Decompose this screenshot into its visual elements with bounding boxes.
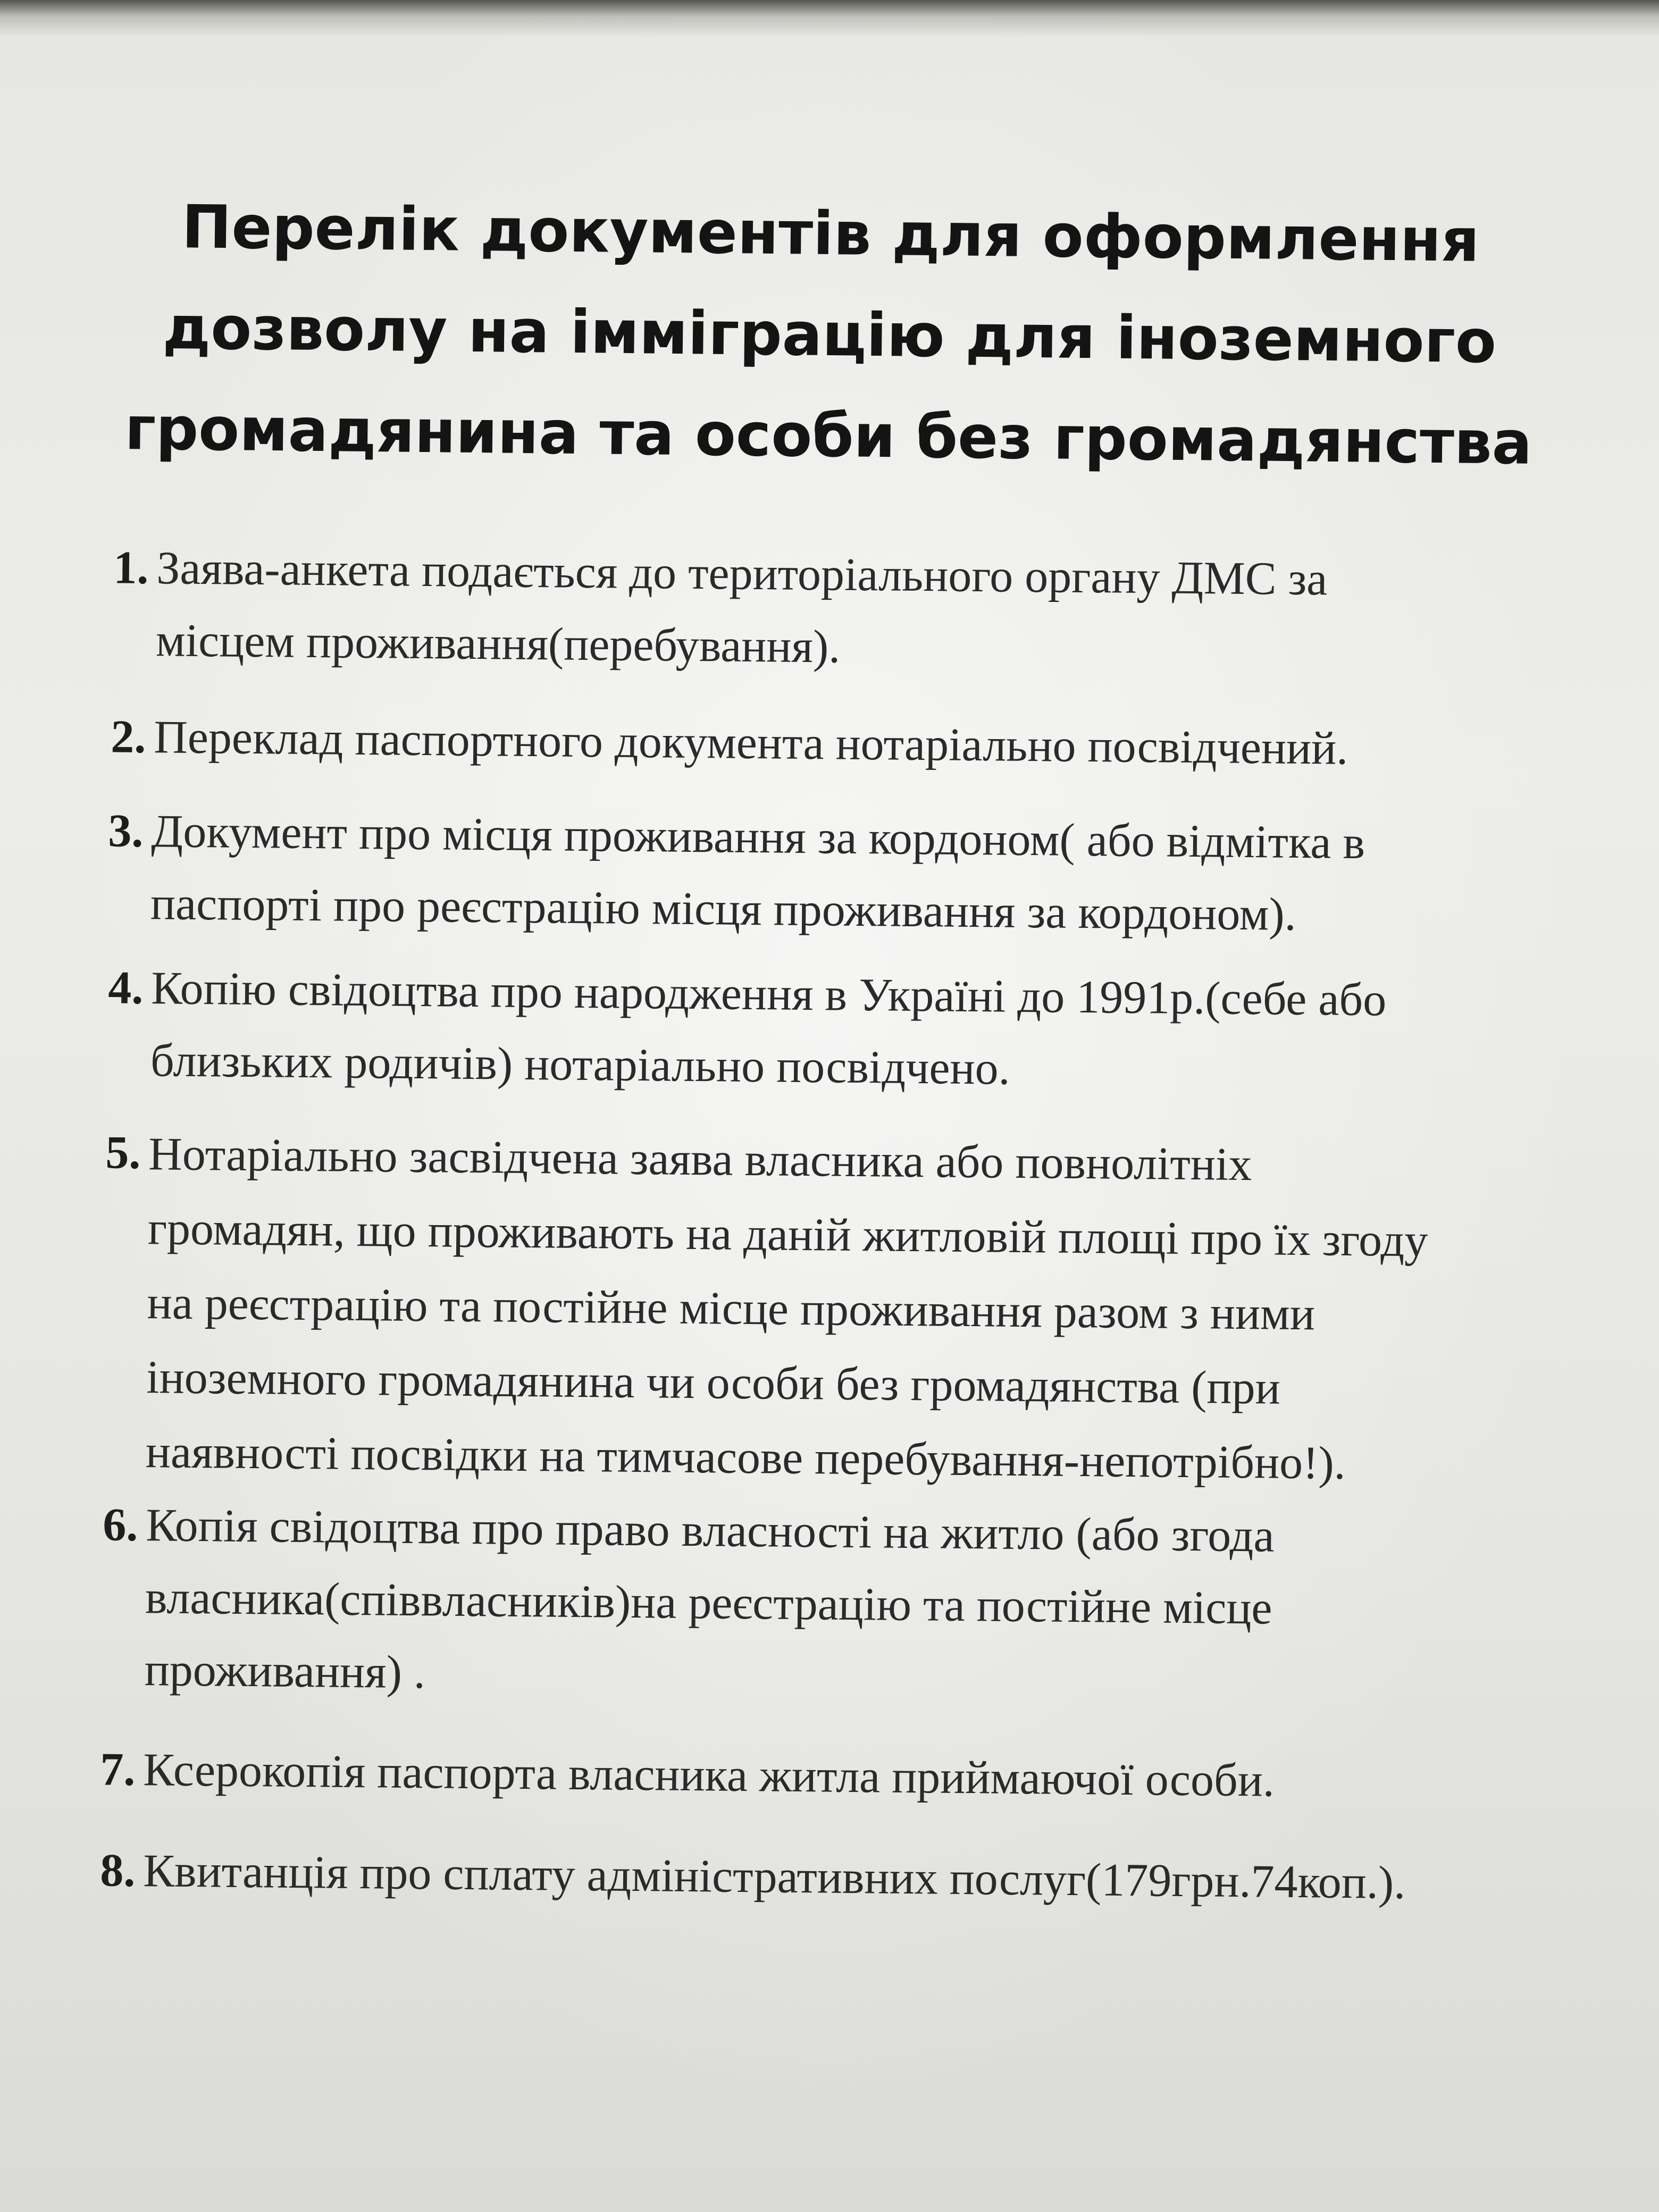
list-item-number: 5. [105,1127,141,1179]
list-item-text: Заява-анкета подається до територіального органу ДМС за місцем проживання(перебування). [155,542,1328,673]
list-item-text: Копію свідоцтва про народження в Україні до 1991р.(себе або близьких родичів) нотаріально посвідчено. [150,962,1387,1095]
list-item-number: 4. [107,962,144,1015]
list-item-text: Переклад паспортного документа нотаріально посвідчений. [153,711,1348,775]
list-item [85,952,1659,1095]
list-item [77,1834,1659,1909]
list-item-number: 6. [102,1499,138,1552]
document-title: Перелік документів для оформлення дозволу на імміграцію для іноземного громадянина та особи без громадянства [124,192,1533,478]
list-item [77,1733,1659,1807]
list-item-text: Нотаріально засвідчена заява власника або повнолітніх громадян, що проживають на даній житловій площі про їх згоду на реєстрацію та постійне місце проживання разом з ними іноземного громадянина чи особи без громадянства (при наявності посвідки на тимчасове перебування-непотрібно!). [145,1128,1428,1489]
list-item-text: Квитанція про сплату адміністративних послуг(179грн.74коп.). [143,1845,1406,1909]
list-item-number: 8. [99,1845,136,1897]
list-item [88,701,1659,775]
list-item [85,795,1659,941]
list-item-number: 1. [113,542,149,594]
list-item [82,1117,1659,1489]
list-item-number: 7. [99,1744,136,1796]
list-item-number: 3. [107,805,144,858]
list-item-number: 2. [110,711,146,764]
list-item-text: Ксерокопія паспорта власника житла приймаючої особи. [143,1744,1275,1807]
list-item-text: Копія свідоцтва про право власності на житло (або згода власника(співвласників)на реєстрацію та постійне місце проживання) . [144,1499,1275,1699]
list-item-text: Документ про місця проживання за кордоном( або відмітка в паспорті про реєстрацію місця проживання за кордоном). [150,806,1365,941]
list-item [90,532,1659,673]
